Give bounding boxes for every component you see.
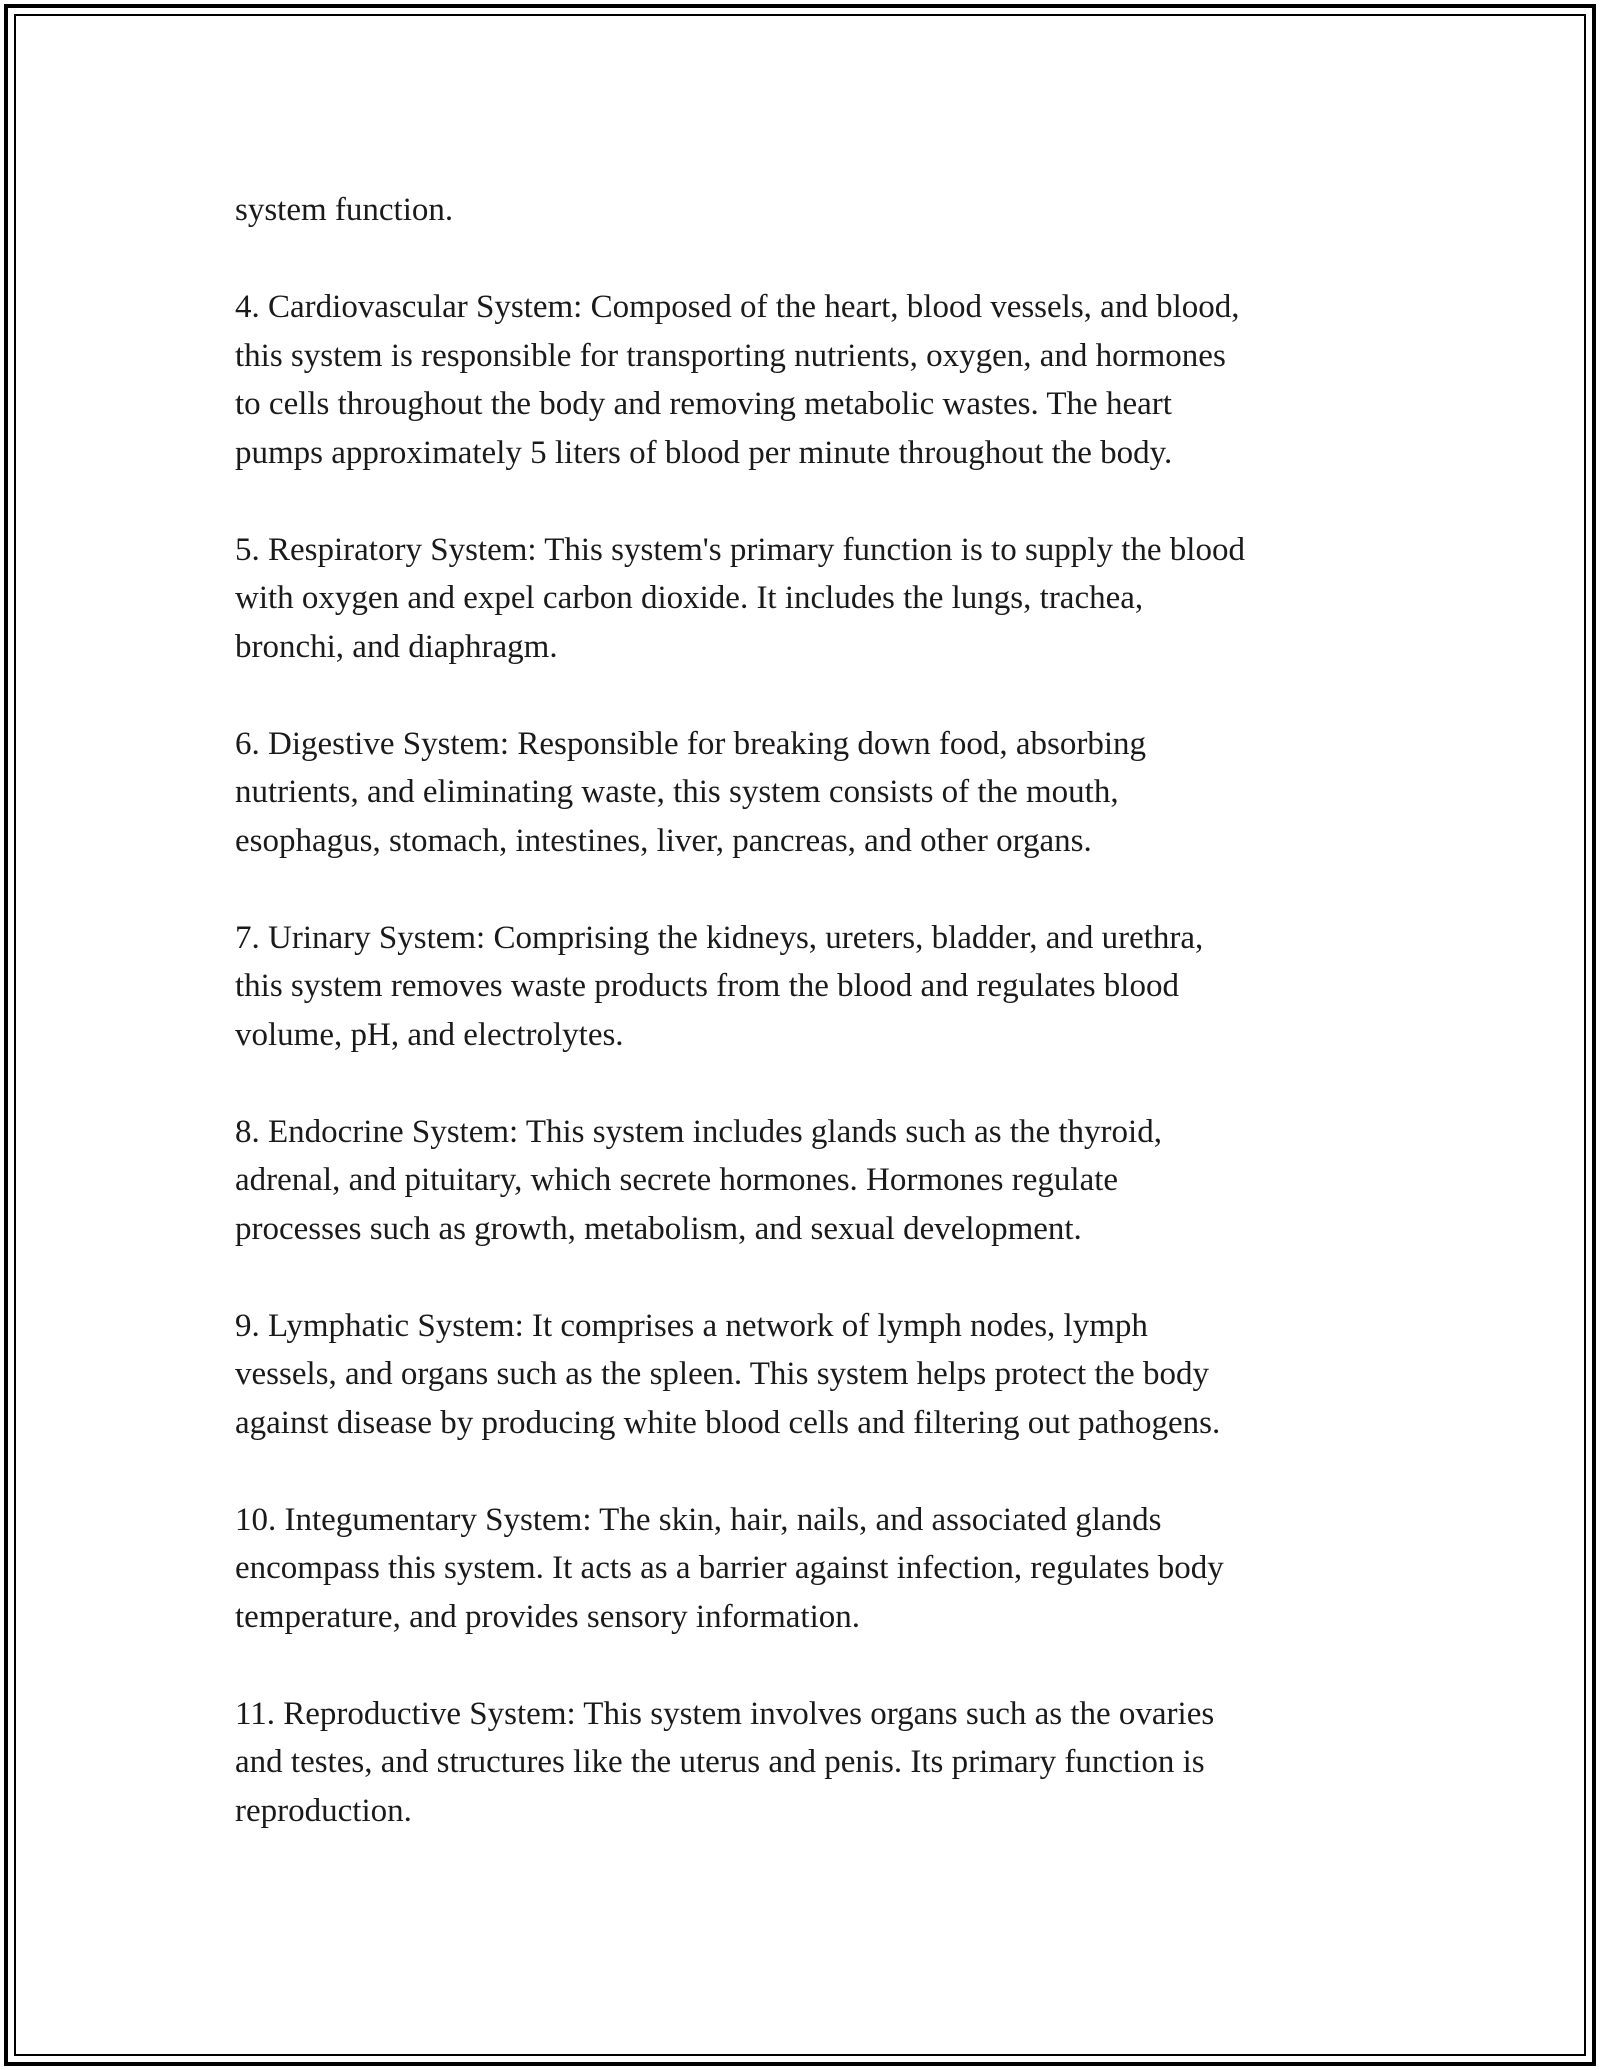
paragraph-cardiovascular-system: 4. Cardiovascular System: Composed of the heart, blood vessels, and blood, this system is responsible for transporting nutrients, oxygen, and hormones to cells throughout the body and removing metabolic wastes. The heart pumps approximately 5 liters of blood per minute throughout the body. [235,289,1240,471]
paragraph-continuation: system function. [235,192,454,228]
paragraph-endocrine-system: 8. Endocrine System: This system includes glands such as the thyroid, adrenal, and pituitary, which secrete hormones. Hormones regulate processes such as growth, metabolism, and sexual development. [235,1113,1162,1247]
paragraph-digestive-system: 6. Digestive System: Responsible for breaking down food, absorbing nutrients, and eliminating waste, this system consists of the mouth, esophagus, stomach, intestines, liver, pancreas, and other organs. [235,725,1147,859]
paragraph-lymphatic-system: 9. Lymphatic System: It comprises a network of lymph nodes, lymph vessels, and organs such as the spleen. This system helps protect the body against disease by producing white blood cells and filtering out pathogens. [235,1307,1221,1441]
paragraph-urinary-system: 7. Urinary System: Comprising the kidneys, ureters, bladder, and urethra, this system removes waste products from the blood and regulates blood volume, pH, and electrolytes. [235,919,1204,1053]
paragraph-reproductive-system: 11. Reproductive System: This system involves organs such as the ovaries and testes, and structures like the uterus and penis. Its primary function is reproduction. [235,1695,1215,1829]
paragraph-respiratory-system: 5. Respiratory System: This system's primary function is to supply the blood with oxygen and expel carbon dioxide. It includes the lungs, trachea, bronchi, and diaphragm. [235,531,1245,665]
paragraph-integumentary-system: 10. Integumentary System: The skin, hair, nails, and associated glands encompass this system. It acts as a barrier against infection, regulates body temperature, and provides sensory information. [235,1501,1224,1635]
document-body [235,186,1385,1835]
